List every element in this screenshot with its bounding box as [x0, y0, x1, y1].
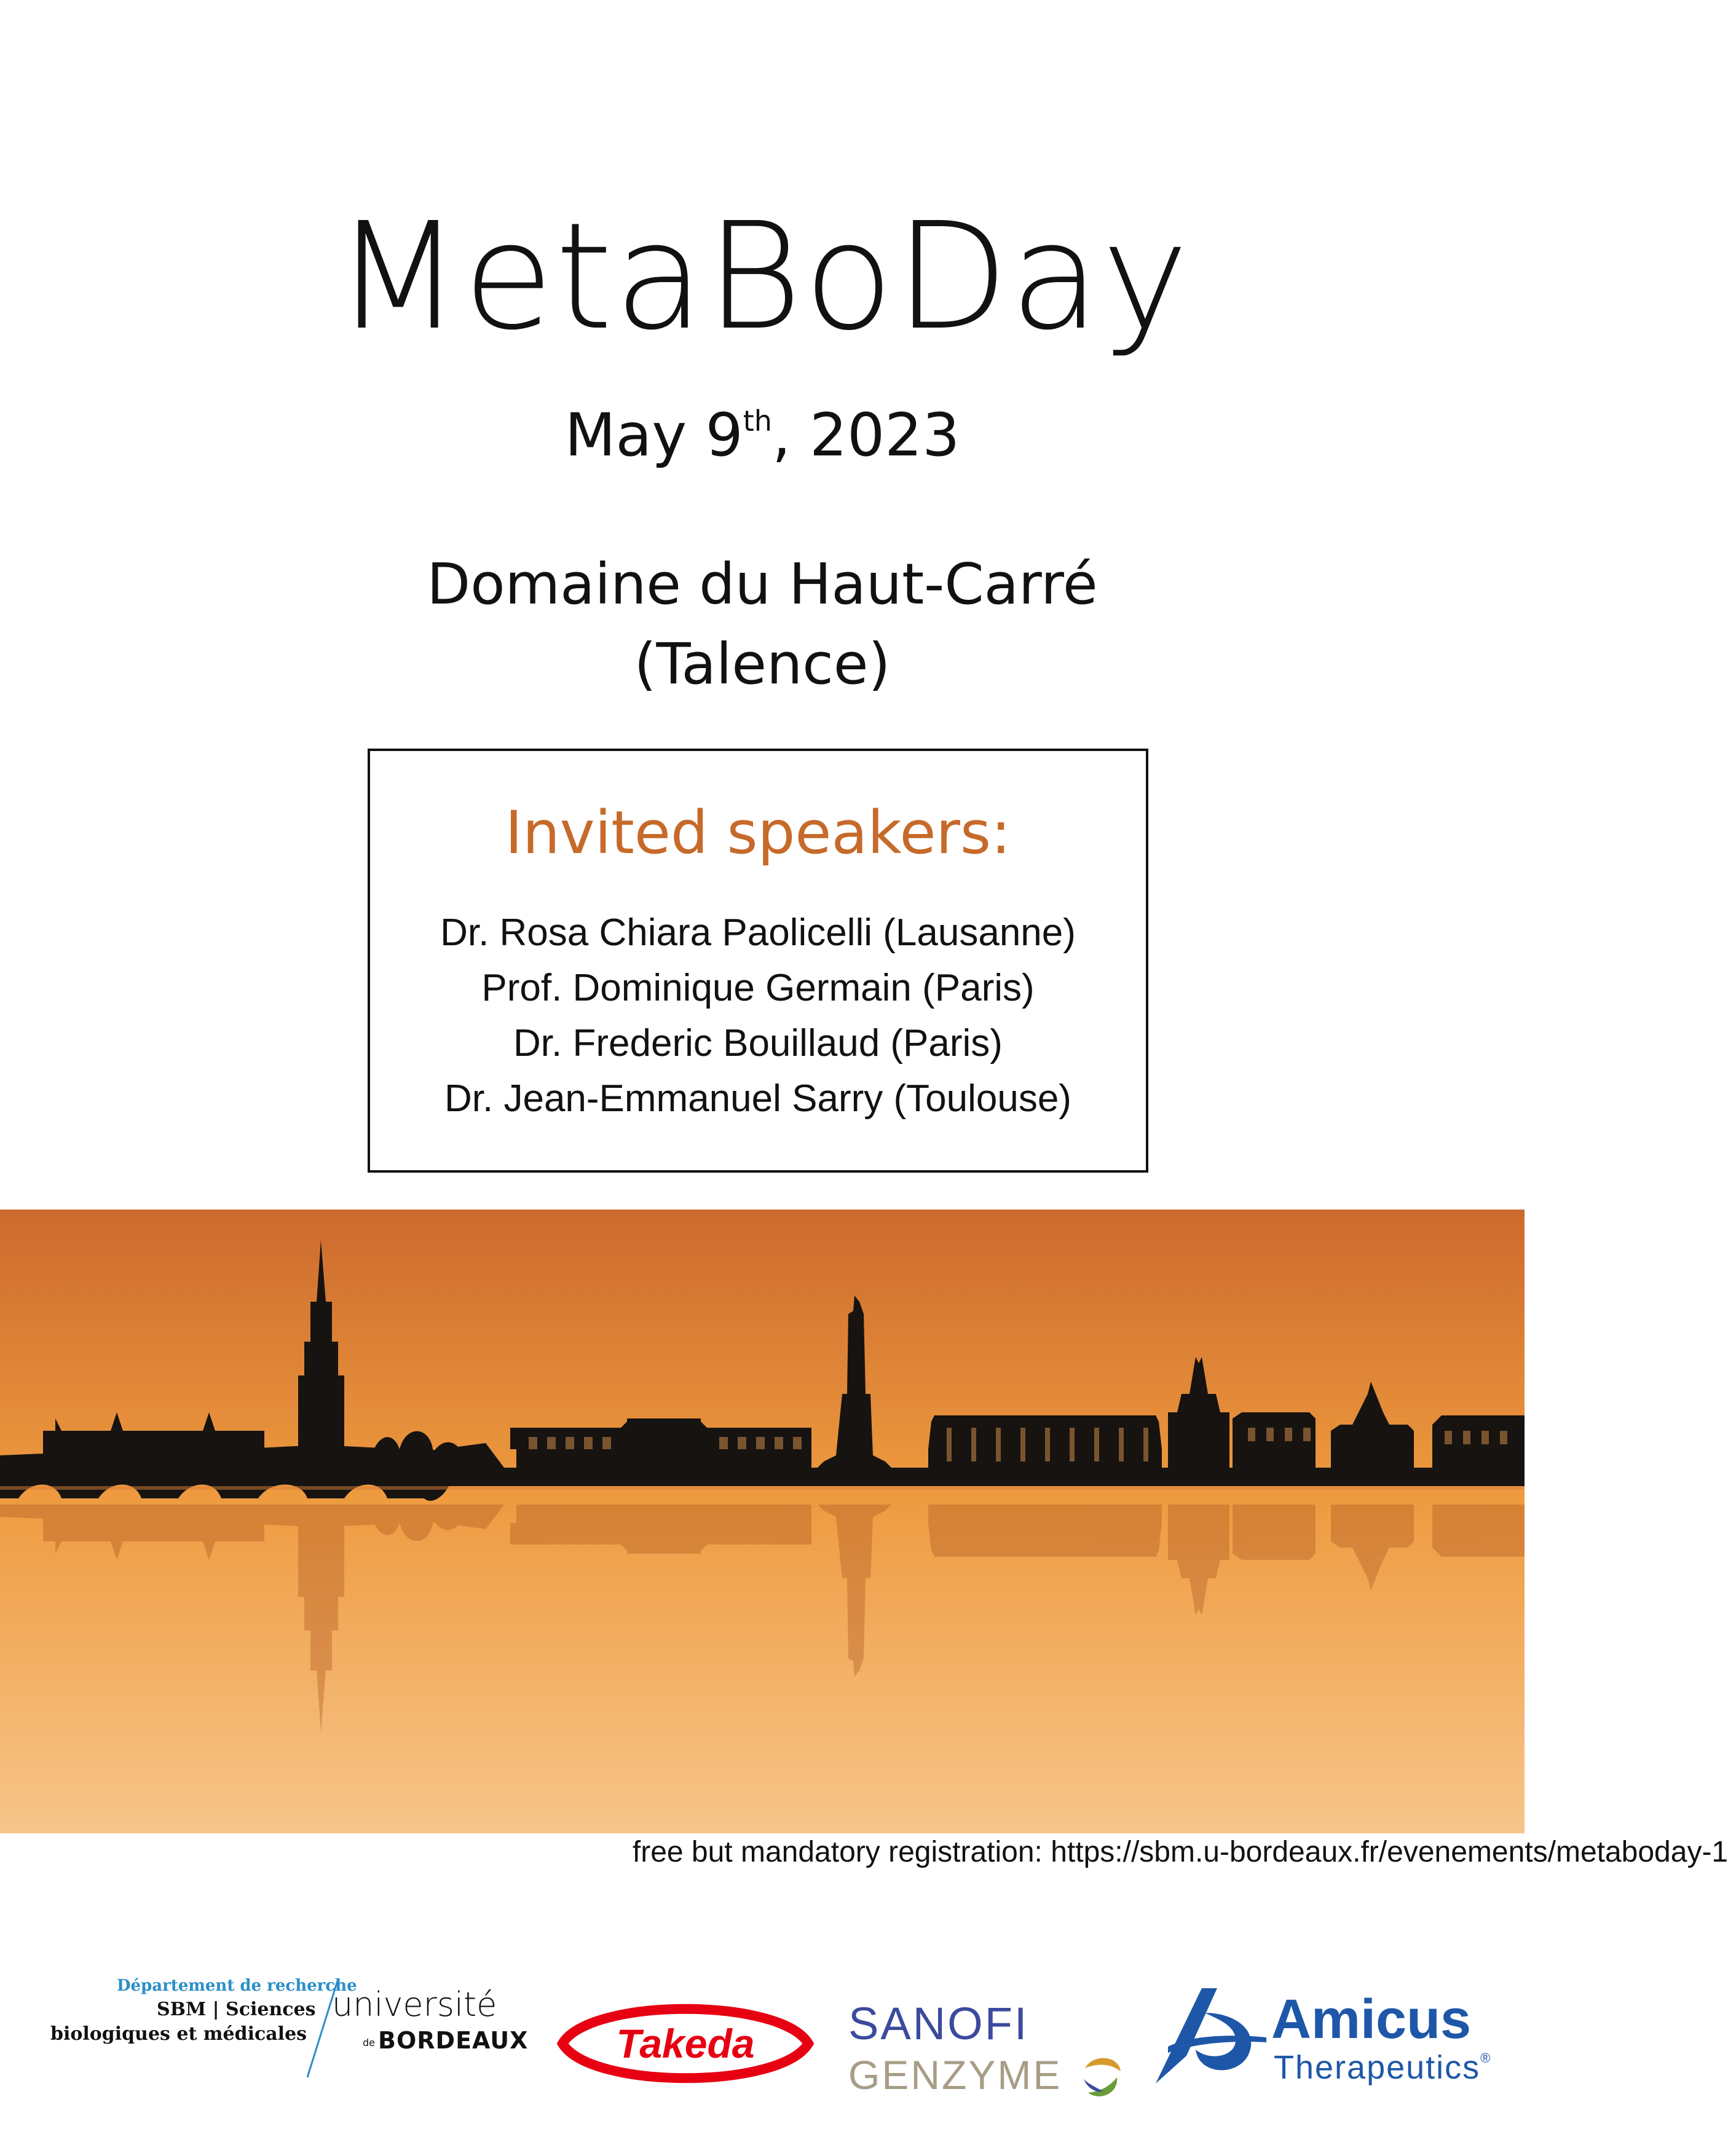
bordeaux-skyline-banner: [0, 1210, 1525, 1833]
registration-info: free but mandatory registration: https://sbm.u-bordeaux.fr/evenements/metaboday-1: [632, 1836, 1728, 1868]
sbm-universite-bordeaux-logo: [43, 1973, 529, 2083]
amicus-wordmark: Amicus: [1271, 1989, 1472, 2050]
universite-de-label: de: [363, 2037, 375, 2048]
date-ordinal: th: [743, 404, 772, 438]
date-prefix: May 9: [564, 401, 743, 470]
amicus-a-icon: [1143, 1976, 1272, 2093]
sanofi-genzyme-logo: [842, 1997, 1125, 2098]
event-date: [0, 401, 1525, 470]
sbm-department-label: Département de recherche: [117, 1977, 357, 1995]
invited-speakers-box: [368, 749, 1148, 1173]
date-suffix: , 2023: [771, 401, 960, 470]
venue-city: (Talence): [634, 631, 891, 697]
speaker-item: Dr. Frederic Bouillaud (Paris): [513, 1022, 1003, 1064]
sbm-biologiques-label: biologiques et médicales: [50, 2023, 307, 2045]
bordeaux-label: BORDEAUX: [378, 2027, 529, 2054]
speaker-list: [370, 905, 1146, 1127]
therapeutics-label: Therapeutics: [1274, 2049, 1481, 2086]
genzyme-wordmark: GENZYME: [848, 2052, 1062, 2098]
takeda-logo: [553, 1994, 818, 2087]
speaker-item: Dr. Jean-Emmanuel Sarry (Toulouse): [444, 1077, 1071, 1120]
sanofi-swirl-icon: [1079, 2050, 1125, 2102]
amicus-therapeutics-logo: [1143, 1976, 1494, 2093]
takeda-wordmark: Takeda: [616, 2021, 755, 2066]
venue-name: Domaine du Haut-Carré: [427, 551, 1098, 617]
sanofi-wordmark: SANOFI: [848, 1998, 1029, 2049]
speaker-item: Prof. Dominique Germain (Paris): [481, 967, 1035, 1009]
event-title: MetaBoDay: [334, 191, 1190, 363]
registered-mark: ®: [1480, 2050, 1492, 2066]
invited-speakers-heading: Invited speakers:: [505, 798, 1011, 867]
speaker-item: Dr. Rosa Chiara Paolicelli (Lausanne): [440, 911, 1076, 954]
sbm-sciences-label: SBM | Sciences: [157, 1999, 316, 2020]
universite-label: université: [332, 1985, 497, 2024]
water-line: [0, 1486, 1525, 1490]
therapeutics-wordmark: [1274, 2048, 1491, 2087]
